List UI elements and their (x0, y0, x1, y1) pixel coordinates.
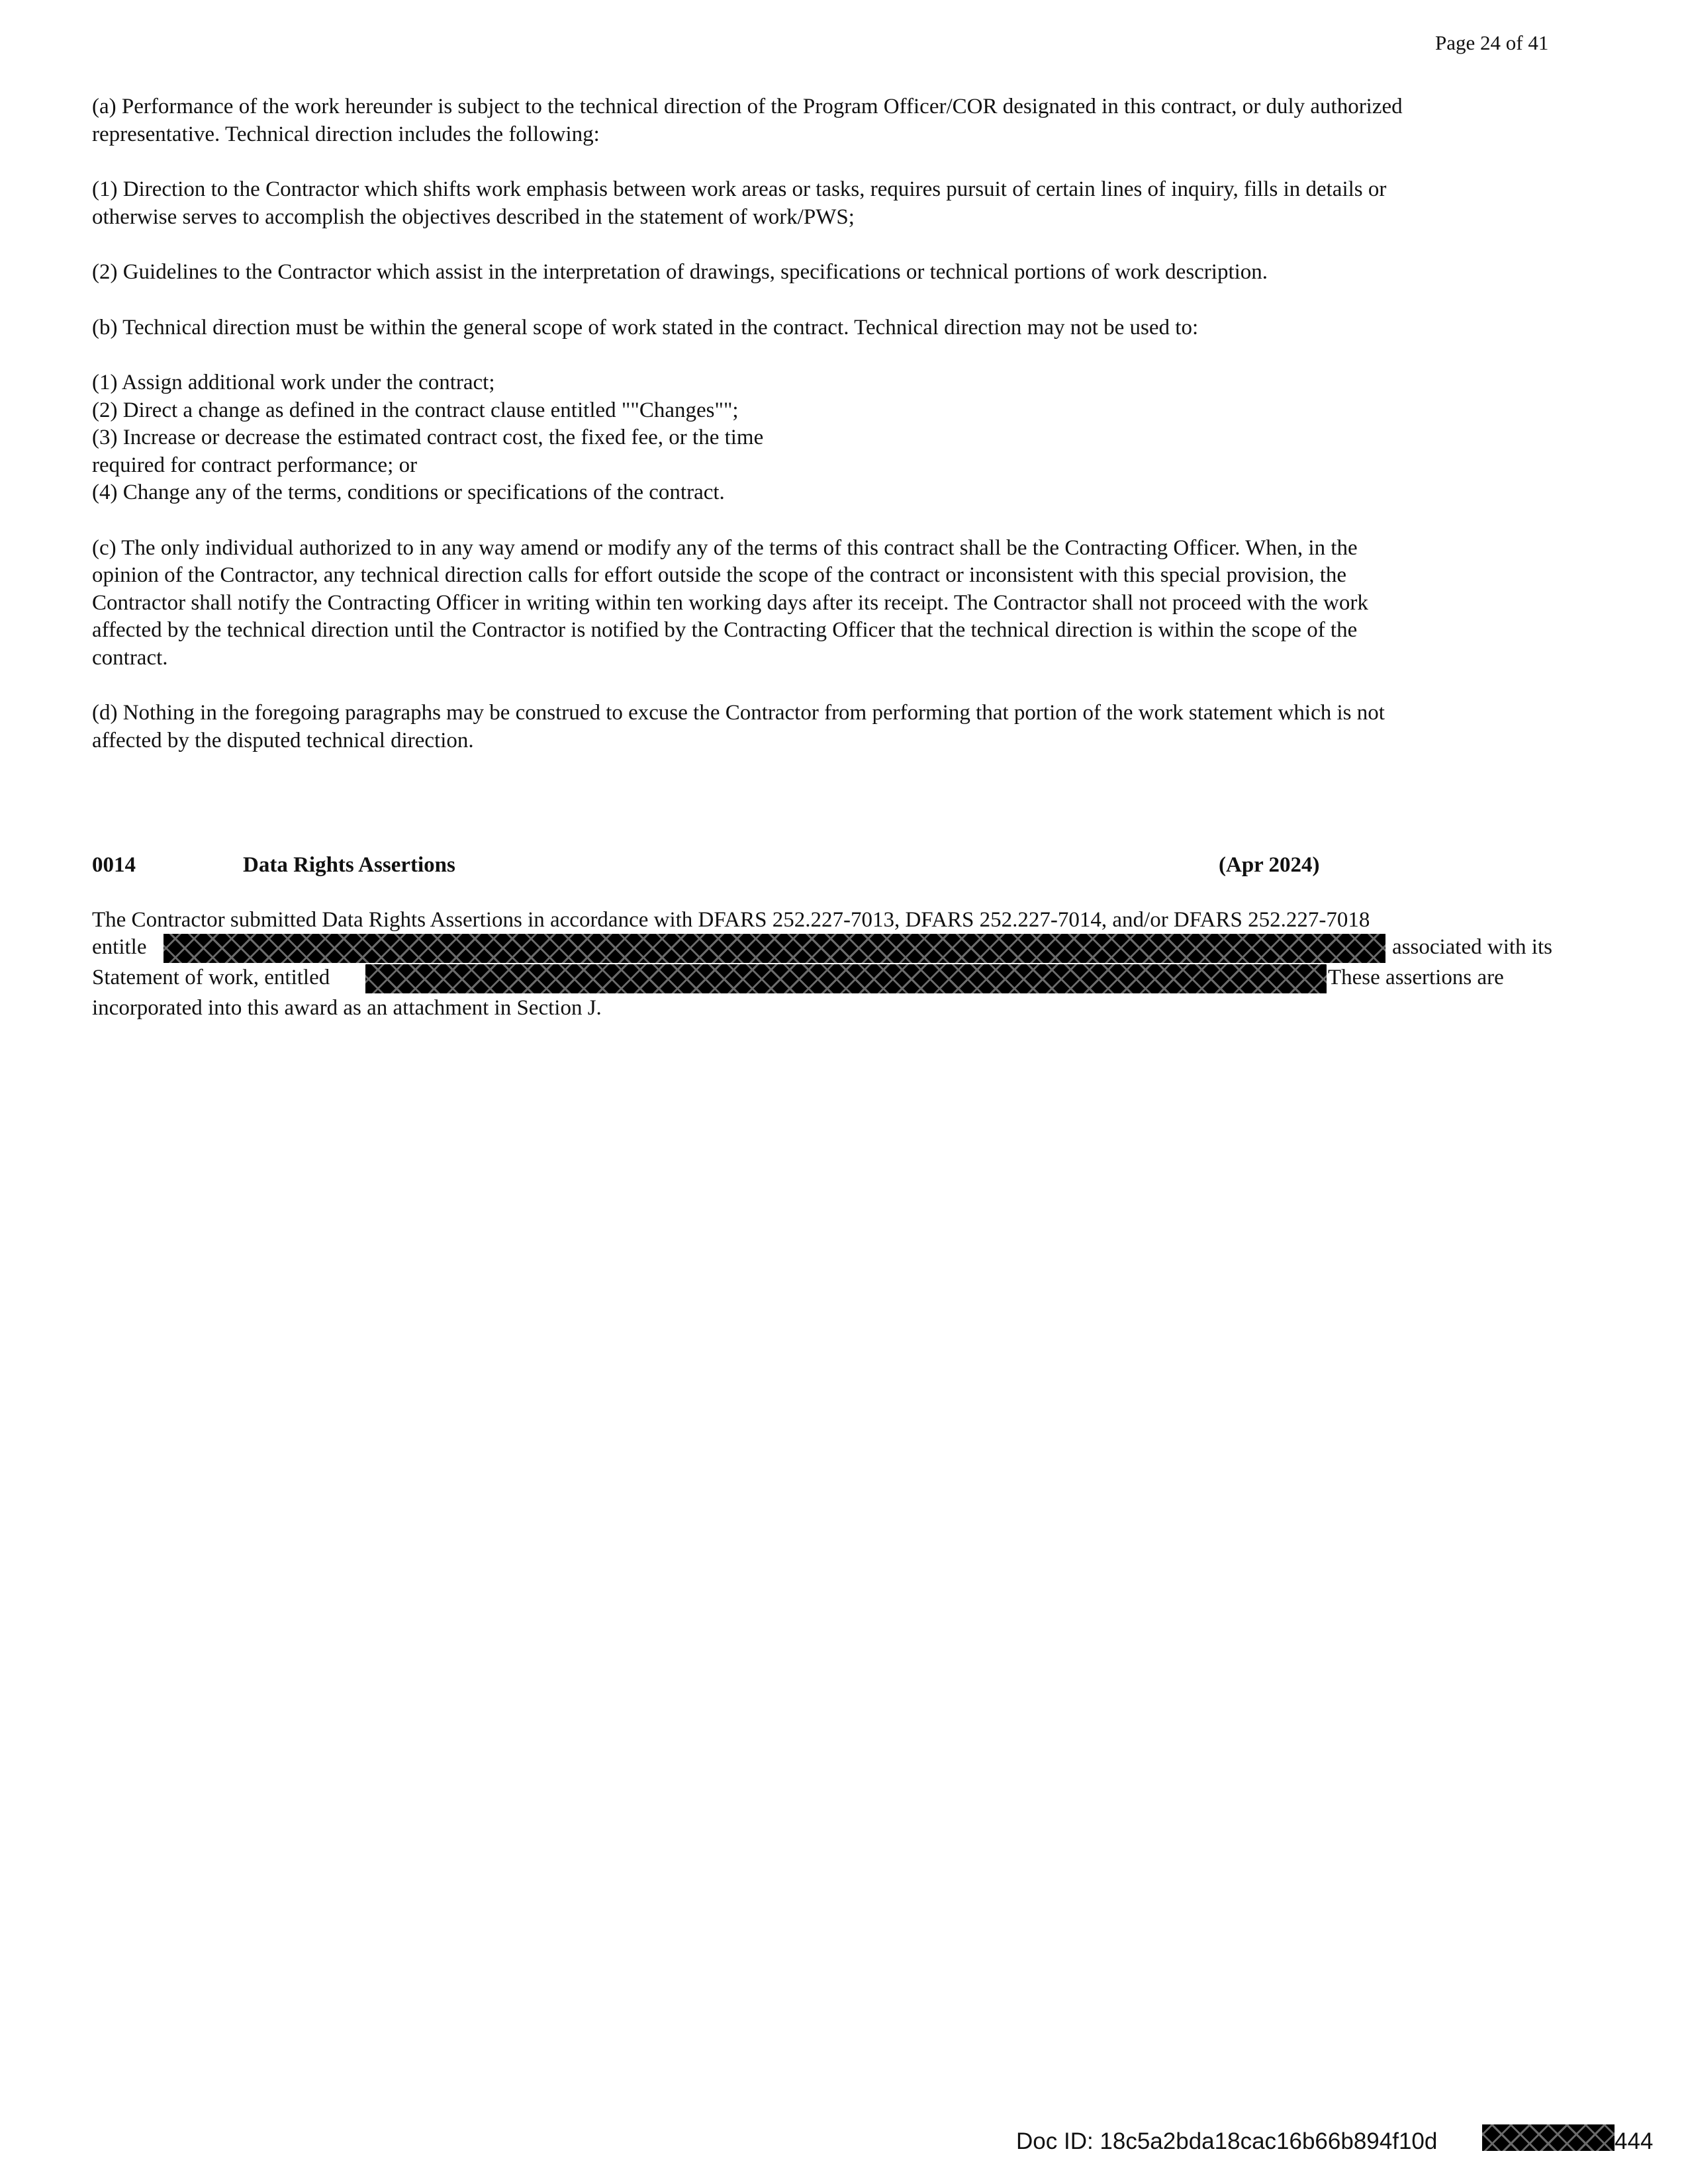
paragraph-c-line: (c) The only individual authorized to in any way amend or modify any of the terms of this contract shall be the Contracting Officer. When, in the (92, 535, 1358, 560)
item-1-line: (1) Direction to the Contractor which shifts work emphasis between work areas or tasks, requires pursuit of certain lines of inquiry, fills in details or (92, 177, 1387, 201)
data-rights-line-text: These assertions are (1328, 966, 1504, 989)
list-item: (2) Direct a change as defined in the contract clause entitled ""Changes""; (92, 398, 739, 422)
data-rights-line-text: associated with its (1392, 935, 1552, 959)
data-rights-line (92, 934, 1615, 964)
paragraph-c-line: opinion of the Contractor, any technical direction calls for effort outside the scope of the contract or inconsistent with this special provision, the (92, 563, 1347, 587)
paragraph-c-line: Contractor shall notify the Contracting Officer in writing within ten working days after its receipt. The Contractor shall not proceed with the work (92, 590, 1368, 615)
item-1-line: otherwise serves to accomplish the objectives described in the statement of work/PWS; (92, 205, 855, 229)
paragraph-d-line: (d) Nothing in the foregoing paragraphs may be construed to excuse the Contractor from performing that portion of the work statement which is not (92, 701, 1385, 725)
redaction-block (1482, 2124, 1615, 2151)
paragraph-c (92, 535, 1595, 672)
clause-heading (92, 852, 1615, 880)
paragraph-d-line: affected by the disputed technical direction. (92, 728, 474, 752)
paragraph-c-line: contract. (92, 645, 168, 670)
clause-title: Data Rights Assertions (243, 853, 455, 877)
data-rights-paragraph (92, 907, 1615, 1025)
technical-direction-section (92, 93, 1595, 782)
redaction-block (164, 934, 1385, 963)
paragraph-a-line: representative. Technical direction includes the following: (92, 122, 600, 146)
data-rights-line (92, 964, 1615, 995)
data-rights-line-text: The Contractor submitted Data Rights Assertions in accordance with DFARS 252.227-7013, DFARS 252.227-7014, and/or DFARS 252.227-7018 (92, 908, 1370, 932)
doc-id-tail: 444 (1615, 2128, 1654, 2154)
redaction-block (365, 964, 1327, 993)
paragraph-b-line: (b) Technical direction must be within the general scope of work stated in the contract. Technical direction may not be used to: (92, 315, 1199, 340)
paragraph-a-item-2 (92, 259, 1595, 287)
clause-date: (Apr 2024) (1219, 853, 1320, 877)
list-item: required for contract performance; or (92, 453, 418, 477)
list-item: (1) Assign additional work under the contract; (92, 371, 495, 394)
paragraph-a (92, 93, 1595, 148)
page-number: Page 24 of 41 (1435, 31, 1549, 54)
paragraph-b (92, 314, 1595, 342)
clause-number: 0014 (92, 853, 136, 877)
paragraph-a-item-1 (92, 176, 1595, 231)
list-item: (4) Change any of the terms, conditions or specifications of the contract. (92, 480, 725, 504)
doc-id: Doc ID: 18c5a2bda18cac16b66b894f10d (1016, 2128, 1438, 2154)
paragraph-d (92, 700, 1595, 754)
paragraph-b-items (92, 369, 1595, 507)
paragraph-c-line: affected by the technical direction until the Contractor is notified by the Contracting Officer that the technical direction is within the scope of the (92, 618, 1358, 642)
data-rights-line (92, 995, 1615, 1025)
list-item: (3) Increase or decrease the estimated contract cost, the fixed fee, or the time (92, 426, 764, 449)
item-2-line: (2) Guidelines to the Contractor which assist in the interpretation of drawings, specifications or technical portions of work description. (92, 260, 1268, 284)
paragraph-a-line: (a) Performance of the work hereunder is subject to the technical direction of the Program Officer/COR designated in this contract, or duly authorized (92, 95, 1403, 118)
data-rights-line-text: Statement of work, entitled (92, 966, 330, 989)
data-rights-line-text: incorporated into this award as an attachment in Section J. (92, 996, 602, 1020)
data-rights-line-text: entitle (92, 935, 147, 959)
data-rights-line (92, 907, 1615, 934)
